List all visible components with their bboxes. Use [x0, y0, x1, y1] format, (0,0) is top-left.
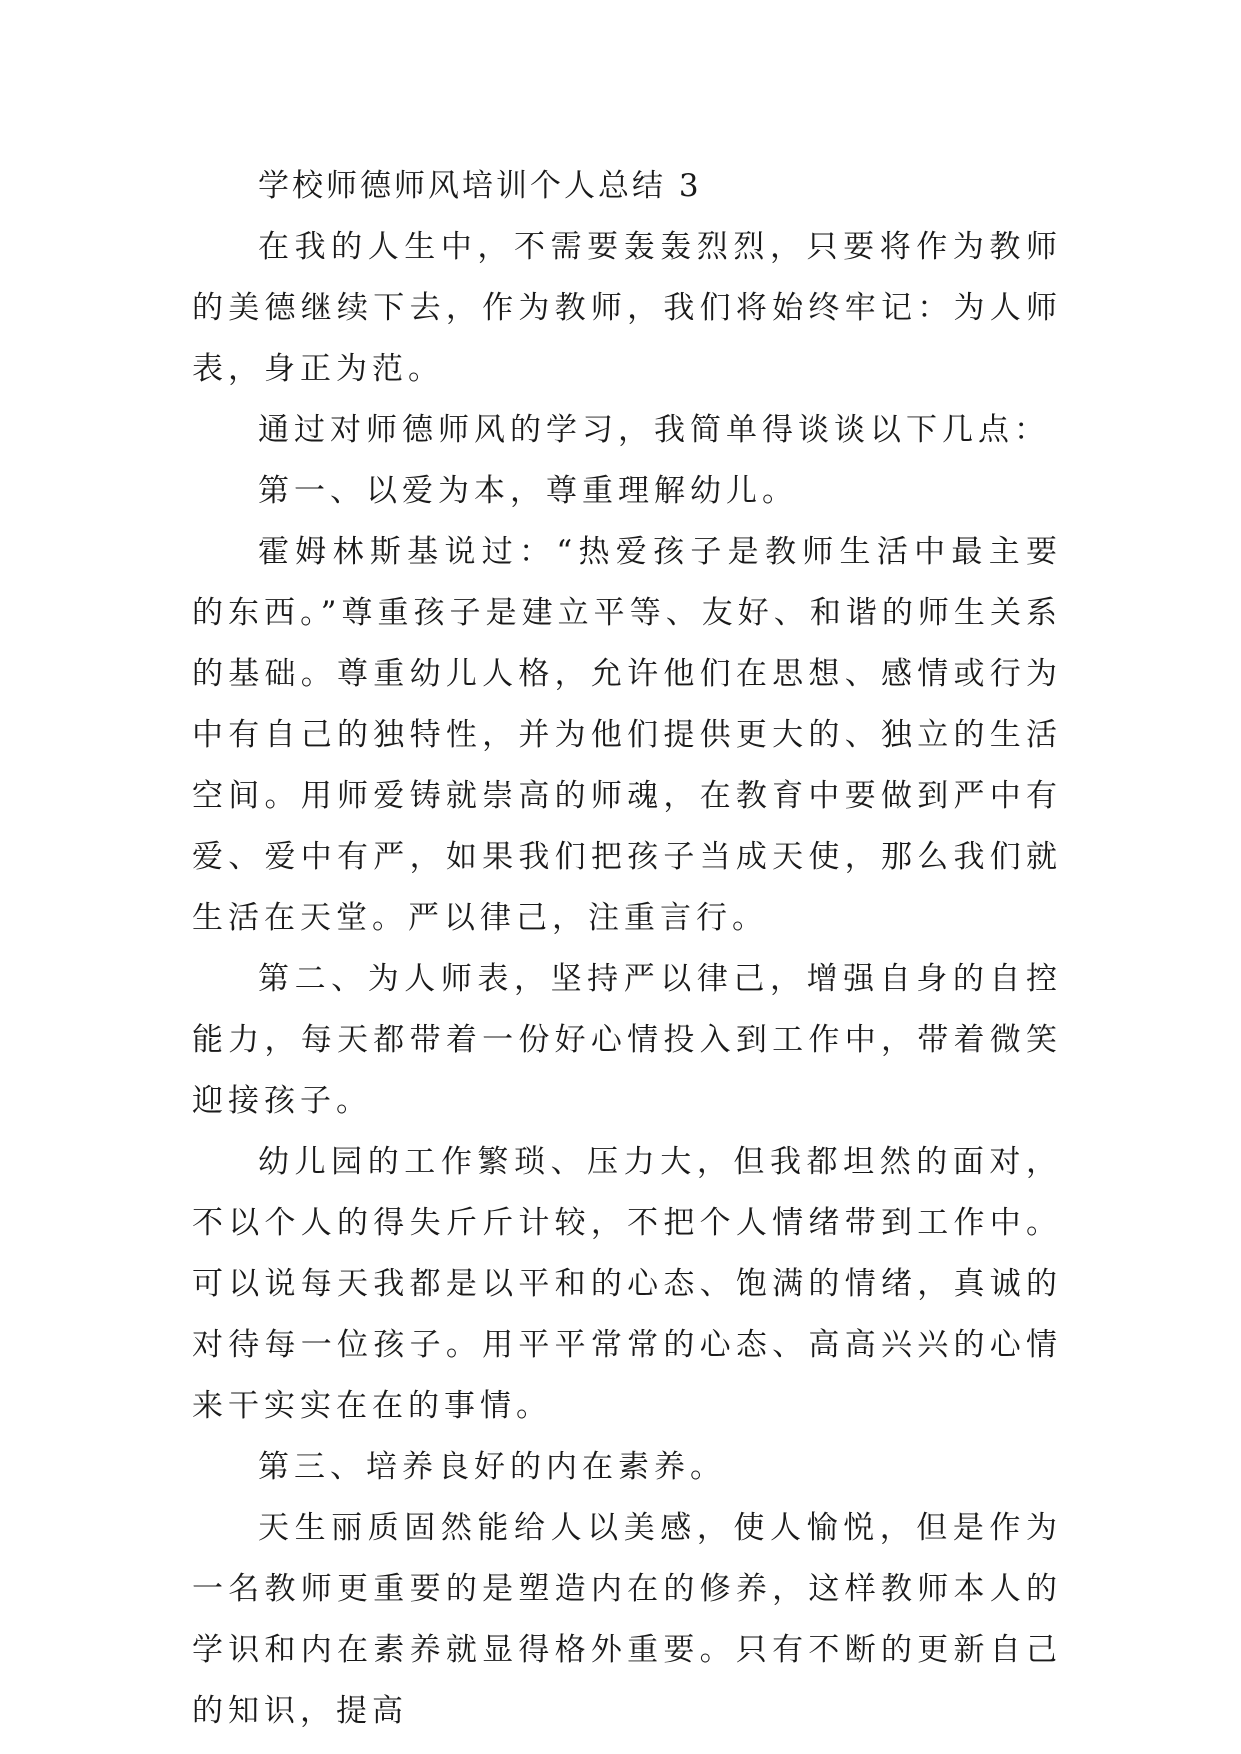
- paragraph: 霍姆林斯基说过：“热爱孩子是教师生活中最主要的东西。”尊重孩子是建立平等、友好、和谐的师生关系的基础。尊重幼儿人格，允许他们在思想、感情或行为中有自己的独特性，并为他们提供更大的、独立的生活空间。用师爱铸就崇高的师魂，在教育中要做到严中有爱、爱中有严，如果我们把孩子当成天使，那么我们就生活在天堂。严以律己，注重言行。: [192, 534, 1062, 936]
- paragraph: 幼儿园的工作繁琐、压力大，但我都坦然的面对，不以个人的得失斤斤计较，不把个人情绪带到工作中。可以说每天我都是以平和的心态、饱满的情绪，真诚的对待每一位孩子。用平平常常的心态、高高兴兴的心情来干实实在在的事情。: [192, 1144, 1062, 1424]
- paragraph: 通过对师德师风的学习，我简单得谈谈以下几点：: [258, 412, 1050, 448]
- paragraph: 第三、培养良好的内在素养。: [258, 1449, 726, 1485]
- document-title: 学校师德师风培训个人总结 3: [258, 168, 702, 204]
- paragraph: 在我的人生中，不需要轰轰烈烈，只要将作为教师的美德继续下去，作为教师，我们将始终牢记：为人师表，身正为范。: [192, 229, 1062, 387]
- document-body: [192, 156, 1062, 1742]
- paragraph: 天生丽质固然能给人以美感，使人愉悦，但是作为一名教师更重要的是塑造内在的修养，这样教师本人的学识和内在素养就显得格外重要。只有不断的更新自己的知识，提高: [192, 1510, 1062, 1729]
- paragraph: 第二、为人师表，坚持严以律己，增强自身的自控能力，每天都带着一份好心情投入到工作中，带着微笑迎接孩子。: [192, 961, 1062, 1119]
- paragraph: 第一、以爱为本，尊重理解幼儿。: [258, 473, 798, 509]
